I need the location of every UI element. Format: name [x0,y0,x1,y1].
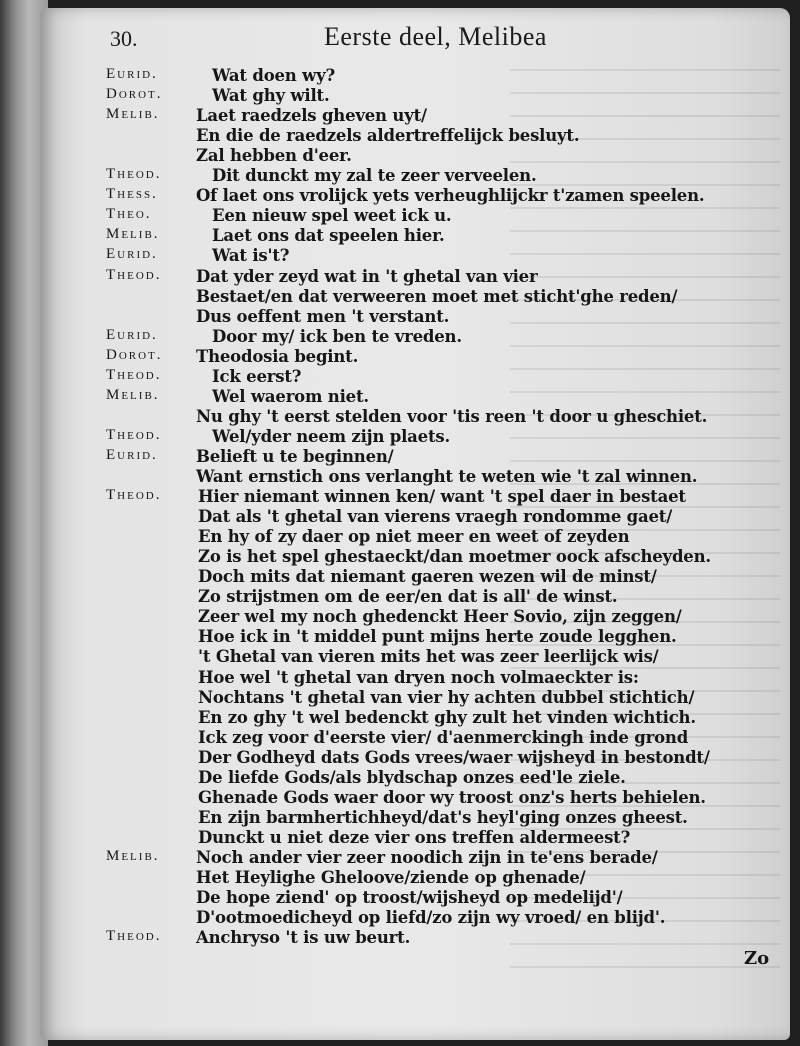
bleed-line [510,71,780,94]
bleed-line [510,945,780,968]
verse-text: 't Ghetal van vieren mits het was zeer leerlijck wis/ [198,647,659,667]
verse-text: Zal hebben d'eer. [196,146,352,166]
speaker-name: Theod. [106,928,162,945]
verse-text: Ick zeg voor d'eerste vier/ d'aenmerckingh inde grond [198,727,689,747]
speaker-name: Theod. [106,166,162,183]
speaker-name: Dorot. [106,346,163,363]
verse-text: Belieft u te beginnen/ [196,446,394,466]
bleed-line [510,324,780,347]
verse-text: Want ernstich ons verlanght te weten wie 't zal winnen. [196,467,698,486]
speaker-name: Eurid. [106,66,158,82]
verse-text: Doch mits dat niemant gaeren wezen wil de minst/ [198,567,657,587]
bleed-line [510,370,780,393]
bleed-line [510,968,780,988]
bleed-line [510,94,780,117]
verse-text: Of laet ons vrolijck yets verheughlijckr t'zamen speelen. [196,186,705,206]
speaker-name: Melib. [106,386,160,403]
verse-text: Dus oeffent men 't verstant. [196,306,450,326]
verse-text: Laet ons dat speelen hier. [212,226,445,246]
verse-text: En zo ghy 't wel bedenckt ghy zult het vinden wichtich. [198,707,696,727]
verse-text: Nochtans 't ghetal van vier hy achten dubbel stichtich/ [198,687,695,707]
verse-text: Wat doen wy? [212,66,335,85]
bleed-line [510,232,780,255]
bleed-line [510,255,780,278]
speaker-name: Theod. [106,366,162,383]
speaker-name: Theo. [106,206,152,223]
verse-text: En zijn barmhertichheyd/dat's heyl'ging onzes gheest. [198,807,688,827]
verse-text: Ick eerst? [212,366,302,386]
verse-text: Bestaet/en dat verweeren moet met sticht'ghe reden/ [196,286,678,306]
verse-text: Dunckt u niet deze vier ons treffen aldermeest? [198,827,631,847]
verse-text: Der Godheyd dats Gods vrees/waer wijsheyd in bestondt/ [198,747,710,767]
verse-text: D'ootmoedicheyd op liefd/zo zijn wy vroed/ en blijd'. [196,908,666,928]
bleed-line [510,347,780,370]
speaker-name: Melib. [106,106,160,123]
speaker-name: Theod. [106,266,162,283]
verse-text: Hoe wel 't ghetal van dryen noch volmaeckter is: [198,667,639,687]
verse-text: Wel/yder neem zijn plaets. [212,426,451,446]
verse-text: Wat is't? [212,246,290,266]
verse-text: Ghenade Gods waer door wy troost onz's herts behielen. [198,787,706,807]
speaker-name: Melib. [106,847,160,864]
verse-text: Zeer wel my noch ghedenckt Heer Sovio, zijn zeggen/ [198,607,682,627]
speaker-name: Eurid. [106,326,158,343]
speaker-name: Theod. [106,426,162,443]
verse-text: En die de raedzels aldertreffelijck besluyt. [196,126,580,146]
verse-text: Een nieuw spel weet ick u. [212,206,452,226]
verse-text: Dat als 't ghetal van vierens vraegh rondomme gaet/ [198,507,673,527]
speaker-name: Eurid. [106,246,158,263]
speaker-name: Melib. [106,226,160,243]
verse-text: Zo strijstmen om de eer/en dat is all' de winst. [198,587,618,607]
verse-text: Wel waerom niet. [212,386,369,406]
verse-text: Hier niemant winnen ken/ want 't spel daer in bestaet [198,487,686,507]
verse-text: Nu ghy 't eerst stelden voor 'tis reen 't door u gheschiet. [196,406,708,426]
running-head [110,22,750,58]
bleed-line [510,163,780,186]
page-title: Eerste deel, Melibea [324,22,547,51]
verse-text: Hoe ick in 't middel punt mijns herte zoude legghen. [198,627,677,647]
speaker-name: Dorot. [106,86,163,103]
bleed-line [510,209,780,232]
speaker-name: Theod. [106,487,162,504]
speaker-name: Thess. [106,186,158,203]
verse-text: Noch ander vier zeer noodich zijn in te'ens berade/ [196,847,658,867]
speaker-name: Eurid. [106,446,158,463]
verse-text: En hy of zy daer op niet meer en weet of zeyden [198,527,630,547]
verse-text: Wat ghy wilt. [212,86,330,106]
verse-text: Dit dunckt my zal te zeer verveelen. [212,166,537,186]
verse-text: Laet raedzels gheven uyt/ [196,106,427,126]
verse-text: Zo is het spel ghestaeckt/dan moetmer oock afscheyden. [198,547,711,567]
verse-text: Anchryso 't is uw beurt. [196,928,411,948]
page-number: 30. [110,26,138,51]
verse-text: Dat yder zeyd wat in 't ghetal van vier [196,266,538,286]
verse-text: Het Heylighe Gheloove/ziende op ghenade/ [196,868,586,887]
verse-text: Theodosia begint. [196,346,359,366]
catchword: Zo [744,948,770,969]
verse-text: De hope ziend' op troost/wijsheyd op medelijd'/ [196,888,623,908]
verse-text: Door my/ ick ben te vreden. [212,326,462,346]
verse-text: De liefde Gods/als blydschap onzes eed'le ziele. [198,767,626,787]
bleed-line [510,439,780,462]
